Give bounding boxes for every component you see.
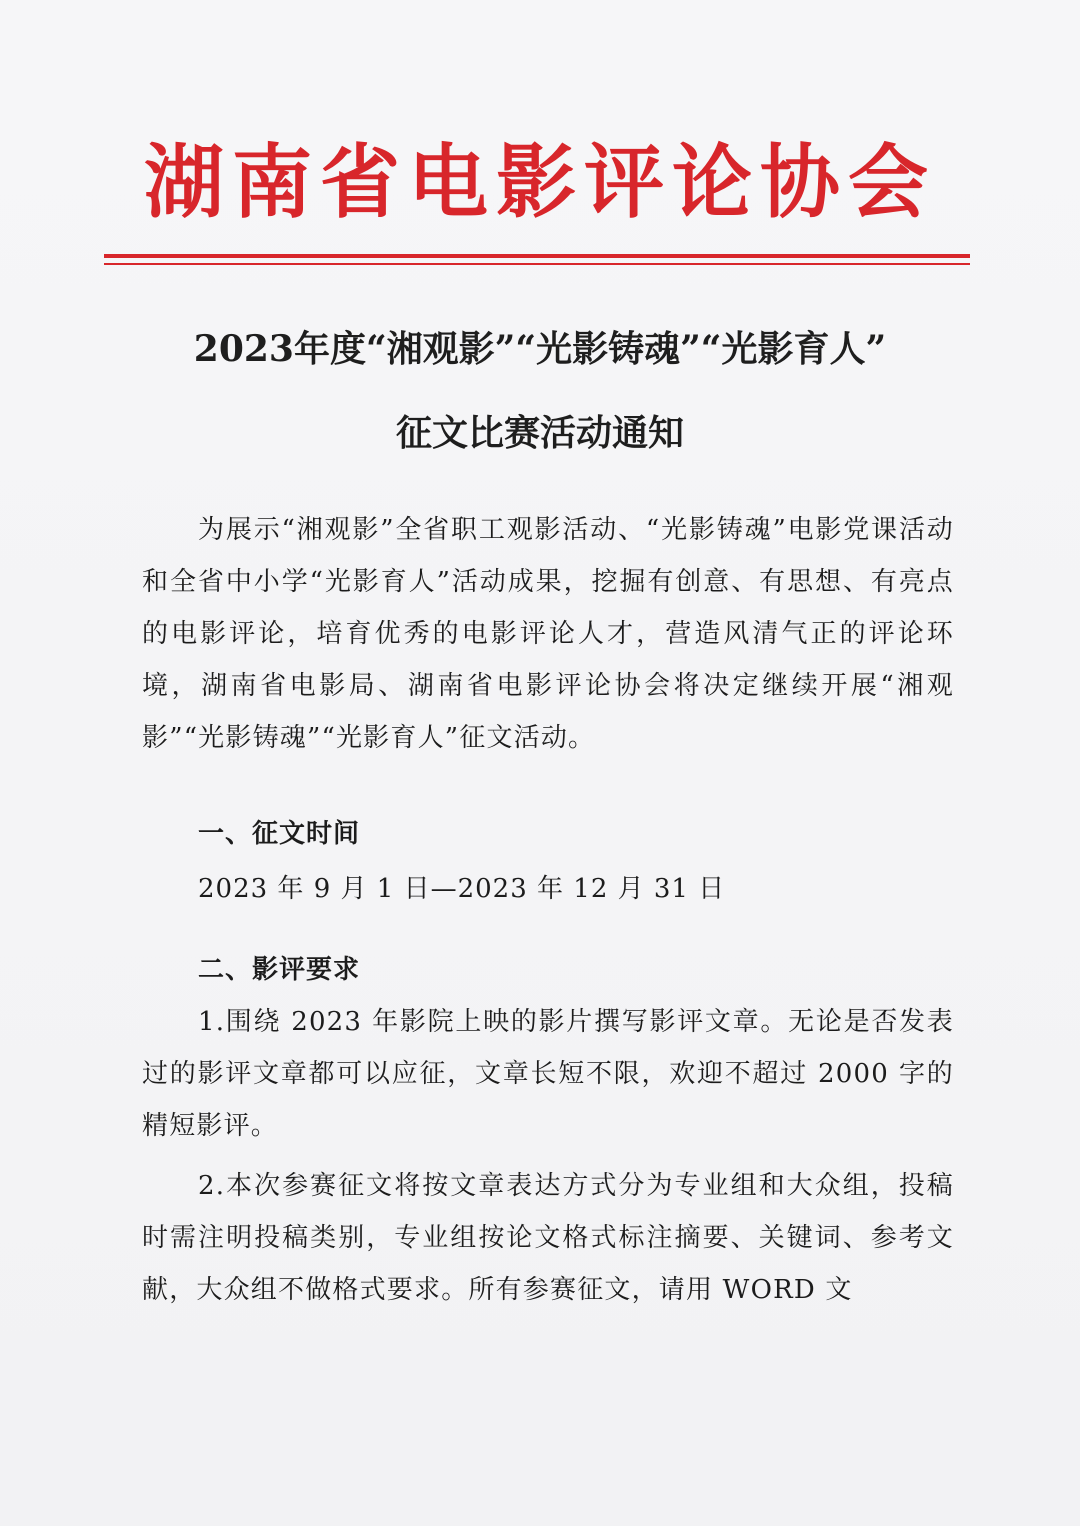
section-1-date-range: 2023 年 9 月 1 日—2023 年 12 月 31 日 [198, 874, 726, 904]
notice-title-line-1: 2023年度“湘观影”“光影铸魂”“光影育人” [193, 328, 887, 370]
section-2-item-1: 1.围绕 2023 年影院上映的影片撰写影评文章。无论是否发表过的影评文章都可以应征，文章长短不限，欢迎不超过 2000 字的精短影评。 [142, 1007, 954, 1141]
notice-title-line-2: 征文比赛活动通知 [395, 412, 684, 454]
section-2-heading: 二、影评要求 [198, 955, 361, 985]
letterhead-red-rule [104, 254, 970, 258]
org-letterhead-title: 湖南省电影评论协会 [144, 135, 936, 229]
letterhead-red-rule-thin [104, 263, 970, 265]
section-2-item-2: 2.本次参赛征文将按文章表达方式分为专业组和大众组，投稿时需注明投稿类别，专业组按论文格式标注摘要、关键词、参考文献，大众组不做格式要求。所有参赛征文，请用 WORD 文 [142, 1171, 954, 1305]
section-1-heading: 一、征文时间 [198, 819, 361, 849]
intro-paragraph: 为展示“湘观影”全省职工观影活动、“光影铸魂”电影党课活动和全省中小学“光影育人”活动成果，挖掘有创意、有思想、有亮点的电影评论，培育优秀的电影评论人才，营造风清气正的评论环境，湖南省电影局、湖南省电影评论协会将决定继续开展“湘观影”“光影铸魂”“光影育人”征文活动。 [142, 515, 954, 753]
